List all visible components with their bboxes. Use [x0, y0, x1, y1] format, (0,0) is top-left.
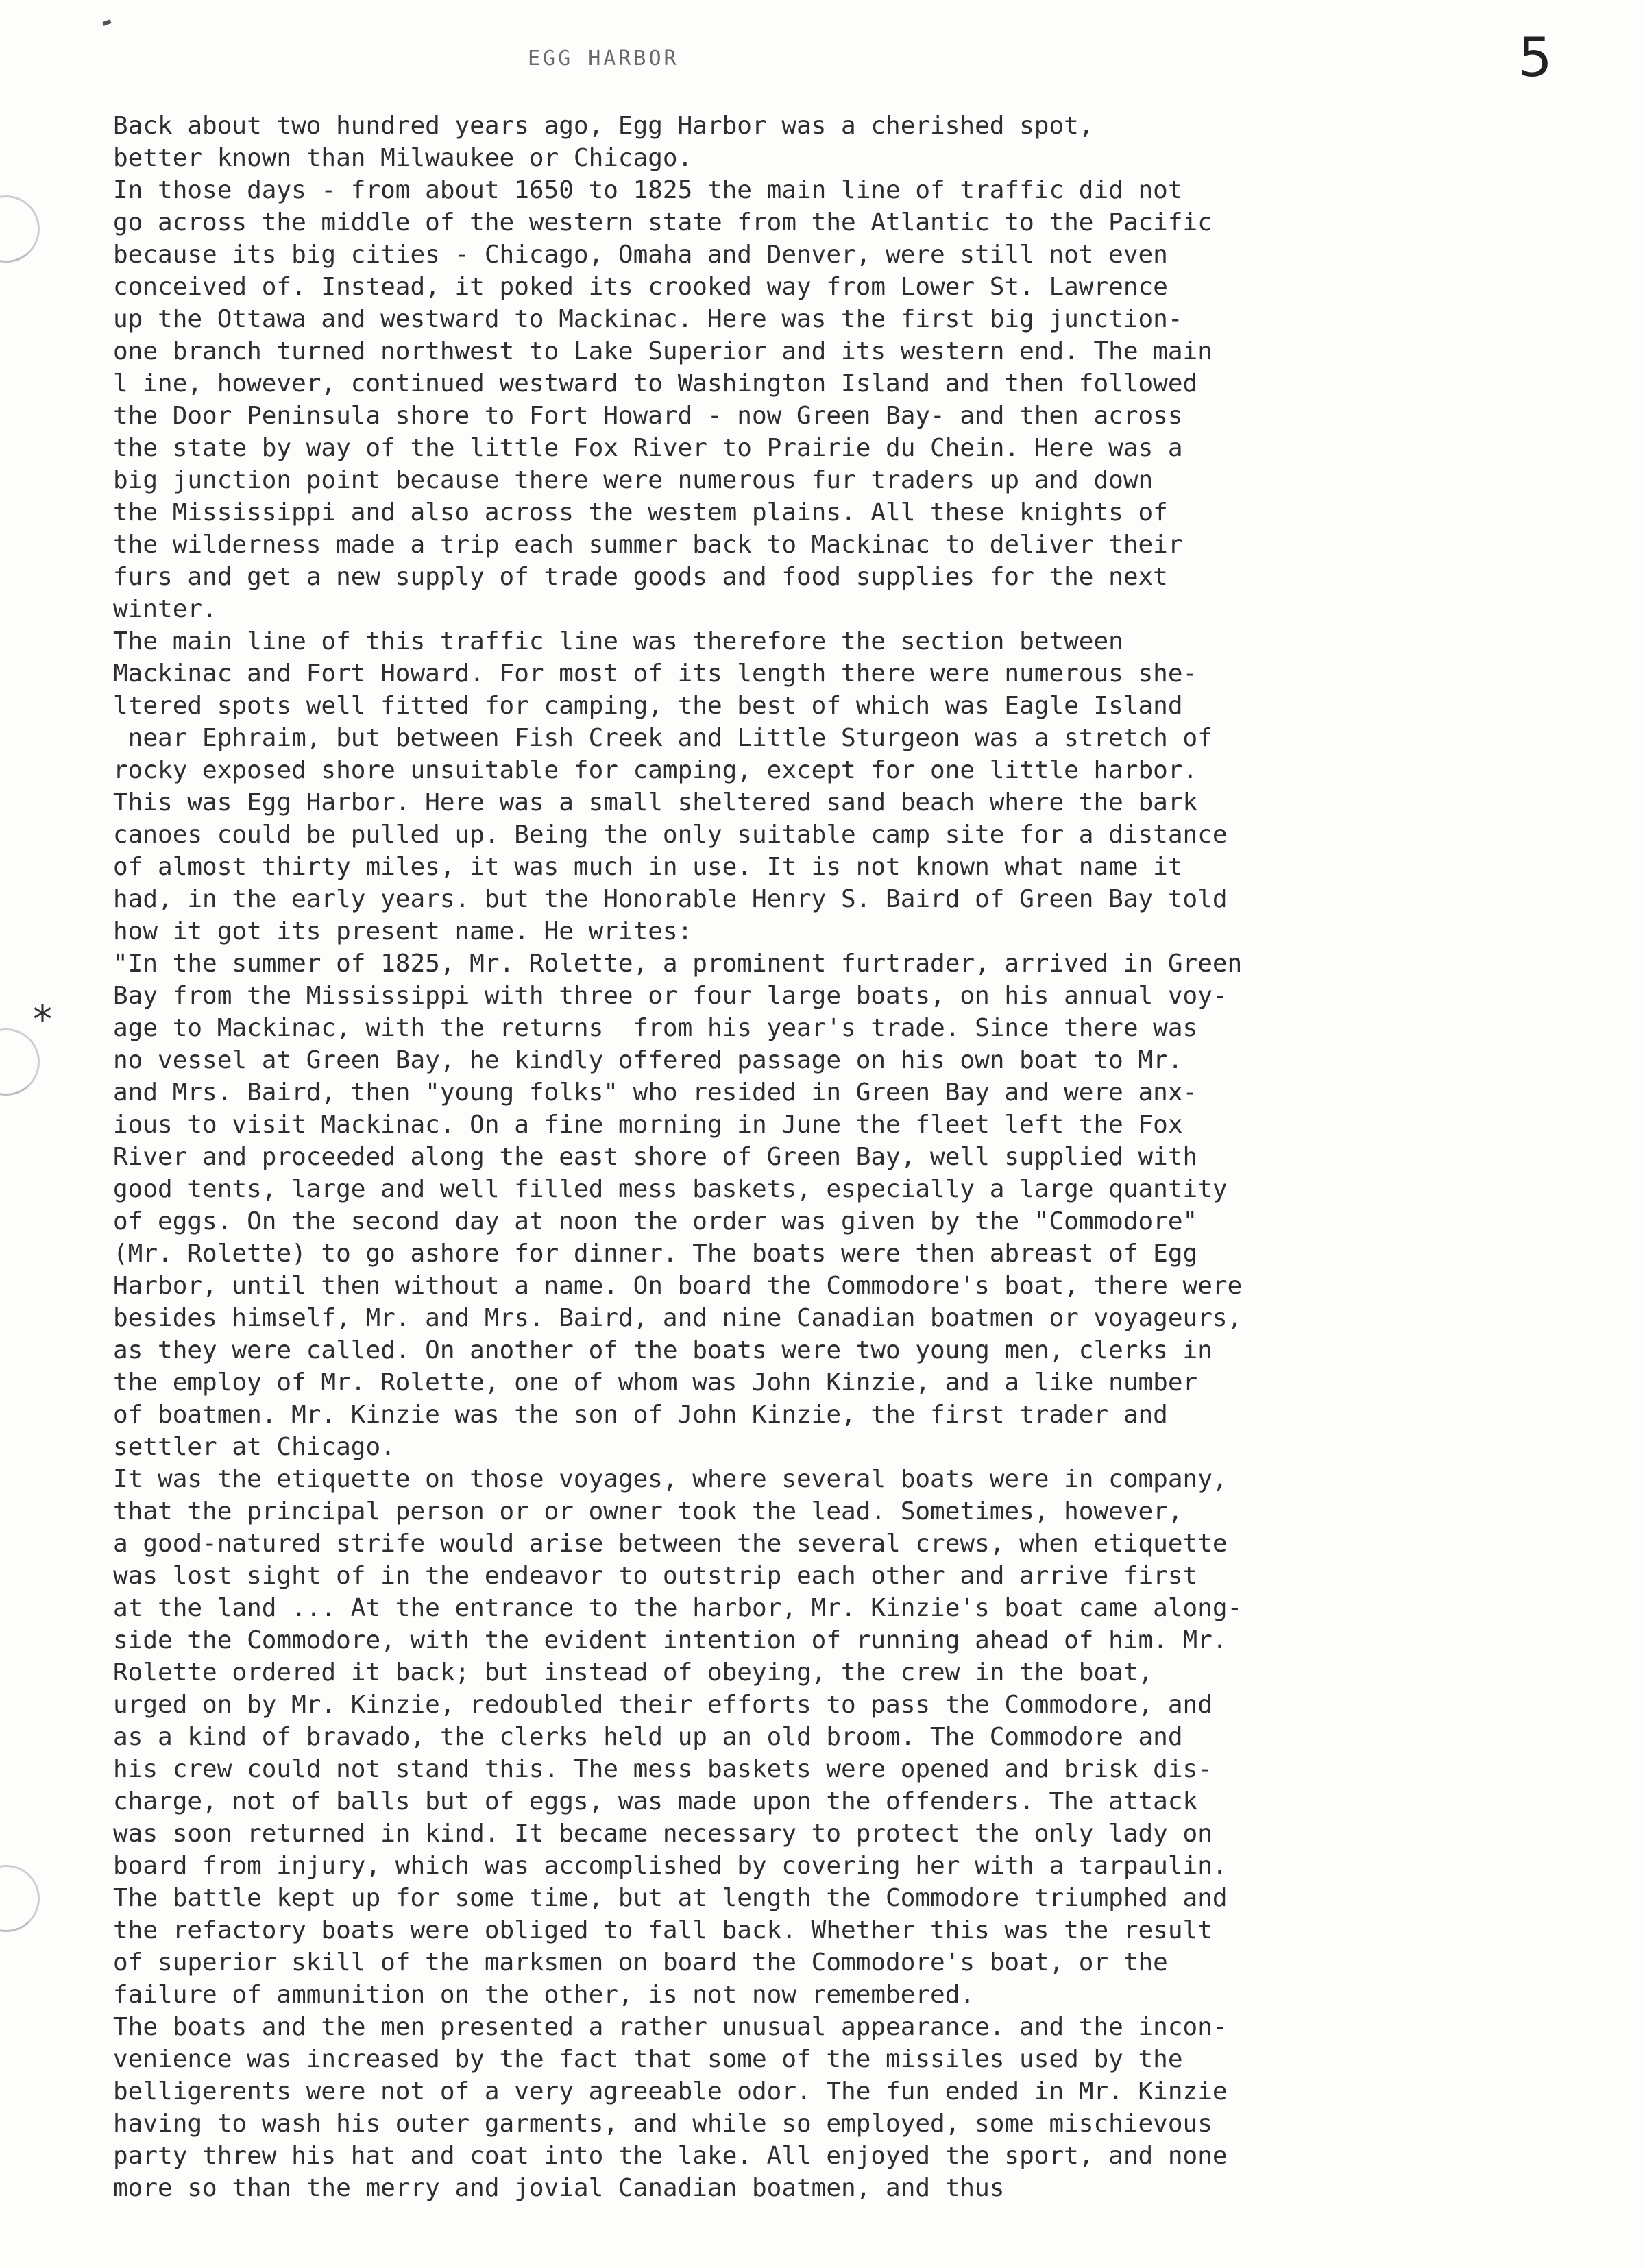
text-line: belligerents were not of a very agreeable odor. The fun ended in Mr. Kinzie	[113, 2077, 1228, 2106]
text-line: River and proceeded along the east shore of Green Bay, well supplied with	[113, 1143, 1198, 1171]
text-line: party threw his hat and coat into the lake. All enjoyed the sport, and none	[113, 2142, 1228, 2170]
text-line: the Mississippi and also across the westem plains. All these knights of	[113, 498, 1168, 527]
text-line: was lost sight of in the endeavor to outstrip each other and arrive first	[113, 1562, 1198, 1590]
text-line: at the land ... At the entrance to the harbor, Mr. Kinzie's boat came along-	[113, 1594, 1243, 1622]
text-line: It was the etiquette on those voyages, where several boats were in company,	[113, 1465, 1228, 1493]
text-line: conceived of. Instead, it poked its crooked way from Lower St. Lawrence	[113, 273, 1168, 301]
text-line: and Mrs. Baird, then "young folks" who resided in Green Bay and were anx-	[113, 1078, 1198, 1107]
text-line: winter.	[113, 595, 217, 623]
text-line: how it got its present name. He writes:	[113, 917, 693, 945]
text-line: settler at Chicago.	[113, 1433, 395, 1461]
text-line: the refactory boats were obliged to fall back. Whether this was the result	[113, 1916, 1213, 1944]
text-line: because its big cities - Chicago, Omaha and Denver, were still not even	[113, 241, 1168, 269]
body-text	[113, 110, 1600, 2204]
text-line: ltered spots well fitted for camping, the best of which was Eagle Island	[113, 692, 1183, 720]
text-line: no vessel at Green Bay, he kindly offered passage on his own boat to Mr.	[113, 1046, 1183, 1074]
binder-hole-icon	[0, 195, 40, 263]
text-line: (Mr. Rolette) to go ashore for dinner. The boats were then abreast of Egg	[113, 1240, 1198, 1268]
text-line: his crew could not stand this. The mess baskets were opened and brisk dis-	[113, 1755, 1213, 1783]
text-line: more so than the merry and jovial Canadian boatmen, and thus	[113, 2174, 1005, 2202]
text-line: In those days - from about 1650 to 1825 the main line of traffic did not	[113, 176, 1183, 204]
page-number: 5	[1518, 27, 1552, 89]
text-line: The boats and the men presented a rather unusual appearance. and the incon-	[113, 2013, 1228, 2041]
text-line: of almost thirty miles, it was much in use. It is not known what name it	[113, 853, 1183, 881]
text-line: This was Egg Harbor. Here was a small sheltered sand beach where the bark	[113, 788, 1198, 817]
text-line: big junction point because there were numerous fur traders up and down	[113, 466, 1154, 494]
text-line: The battle kept up for some time, but at length the Commodore triumphed and	[113, 1884, 1228, 1912]
text-line: had, in the early years. but the Honorable Henry S. Baird of Green Bay told	[113, 885, 1228, 913]
text-line: rocky exposed shore unsuitable for camping, except for one little harbor.	[113, 756, 1198, 784]
text-line: Harbor, until then without a name. On board the Commodore's boat, there were	[113, 1272, 1243, 1300]
text-line: The main line of this traffic line was therefore the section between	[113, 627, 1123, 655]
text-line: of boatmen. Mr. Kinzie was the son of John Kinzie, the first trader and	[113, 1401, 1168, 1429]
text-line: age to Mackinac, with the returns from his year's trade. Since there was	[113, 1014, 1198, 1042]
text-line: ious to visit Mackinac. On a fine morning in June the fleet left the Fox	[113, 1111, 1183, 1139]
text-line: Back about two hundred years ago, Egg Harbor was a cherished spot,	[113, 112, 1094, 140]
text-line: l ine, however, continued westward to Washington Island and then followed	[113, 370, 1198, 398]
text-line: was soon returned in kind. It became necessary to protect the only lady on	[113, 1820, 1213, 1848]
text-line: better known than Milwaukee or Chicago.	[113, 144, 693, 172]
text-line: a good-natured strife would arise between the several crews, when etiquette	[113, 1530, 1228, 1558]
text-line: venience was increased by the fact that some of the missiles used by the	[113, 2045, 1183, 2073]
text-line: charge, not of balls but of eggs, was made upon the offenders. The attack	[113, 1787, 1198, 1815]
text-line: side the Commodore, with the evident intention of running ahead of him. Mr.	[113, 1626, 1228, 1654]
text-line: canoes could be pulled up. Being the only suitable camp site for a distance	[113, 821, 1228, 849]
ink-mark	[102, 19, 111, 26]
document-title: EGG HARBOR	[528, 47, 679, 71]
text-line: the wilderness made a trip each summer back to Mackinac to deliver their	[113, 531, 1183, 559]
text-line: having to wash his outer garments, and while so employed, some mischievous	[113, 2110, 1213, 2138]
text-line: Mackinac and Fort Howard. For most of its length there were numerous she-	[113, 660, 1198, 688]
text-line: go across the middle of the western state from the Atlantic to the Pacific	[113, 208, 1213, 237]
text-line: the state by way of the little Fox River to Prairie du Chein. Here was a	[113, 434, 1183, 462]
text-line: Bay from the Mississippi with three or four large boats, on his annual voy-	[113, 982, 1228, 1010]
text-line: urged on by Mr. Kinzie, redoubled their efforts to pass the Commodore, and	[113, 1691, 1213, 1719]
text-line: that the principal person or or owner took the lead. Sometimes, however,	[113, 1497, 1183, 1525]
text-line: furs and get a new supply of trade goods and food supplies for the next	[113, 563, 1168, 591]
text-line: one branch turned northwest to Lake Superior and its western end. The main	[113, 337, 1213, 365]
text-line: failure of ammunition on the other, is not now remembered.	[113, 1981, 975, 2009]
binder-hole-icon	[0, 1865, 40, 1932]
text-line: as a kind of bravado, the clerks held up an old broom. The Commodore and	[113, 1723, 1183, 1751]
text-line: up the Ottawa and westward to Mackinac. Here was the first big junction-	[113, 305, 1183, 333]
margin-asterisk: *	[33, 998, 52, 1042]
text-line: of superior skill of the marksmen on board the Commodore's boat, or the	[113, 1949, 1168, 1977]
text-line: the Door Peninsula shore to Fort Howard - now Green Bay- and then across	[113, 402, 1183, 430]
text-line: "In the summer of 1825, Mr. Rolette, a prominent furtrader, arrived in Green	[113, 950, 1243, 978]
text-line: Rolette ordered it back; but instead of obeying, the crew in the boat,	[113, 1658, 1154, 1687]
text-line: the employ of Mr. Rolette, one of whom was John Kinzie, and a like number	[113, 1368, 1198, 1397]
text-line: besides himself, Mr. and Mrs. Baird, and nine Canadian boatmen or voyageurs,	[113, 1304, 1243, 1332]
text-line: as they were called. On another of the boats were two young men, clerks in	[113, 1336, 1213, 1364]
text-line: good tents, large and well filled mess baskets, especially a large quantity	[113, 1175, 1228, 1203]
text-line: board from injury, which was accomplished by covering her with a tarpaulin.	[113, 1852, 1228, 1880]
text-line: of eggs. On the second day at noon the order was given by the "Commodore"	[113, 1207, 1198, 1235]
text-line: near Ephraim, but between Fish Creek and Little Sturgeon was a stretch of	[113, 724, 1213, 752]
